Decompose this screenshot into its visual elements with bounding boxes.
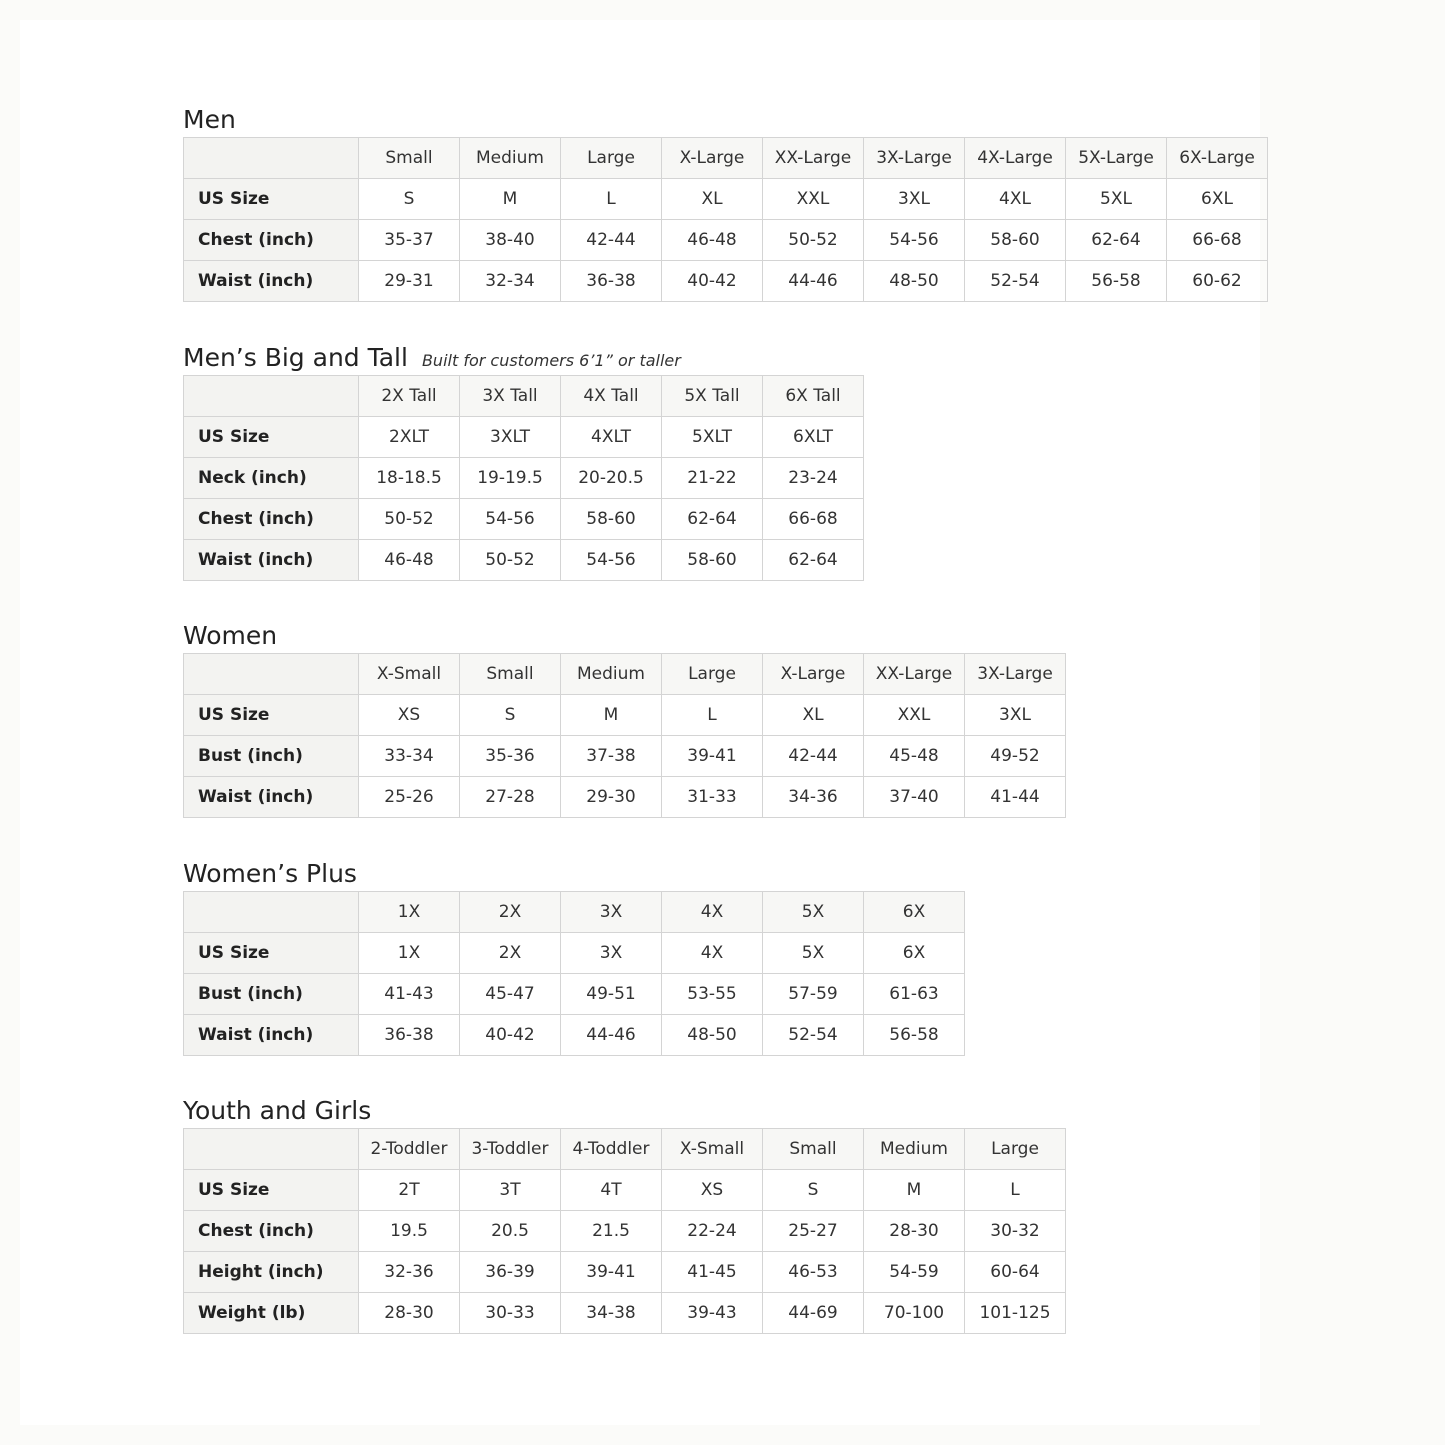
table-cell: 2T — [359, 1170, 460, 1211]
table-row — [184, 1252, 1066, 1293]
table-row — [184, 499, 864, 540]
row-label: Waist (inch) — [184, 1015, 359, 1056]
table-corner-cell — [184, 138, 359, 179]
row-label: Chest (inch) — [184, 220, 359, 261]
table-cell: 4X — [662, 933, 763, 974]
table-cell: 21-22 — [662, 458, 763, 499]
section-title — [183, 103, 1268, 137]
table-cell: 49-52 — [965, 736, 1066, 777]
table-cell: XXL — [763, 179, 864, 220]
table-cell: 29-30 — [561, 777, 662, 818]
row-label: US Size — [184, 179, 359, 220]
section-title — [183, 857, 965, 891]
column-header: Large — [662, 654, 763, 695]
men-section — [183, 103, 1268, 302]
row-label: Waist (inch) — [184, 777, 359, 818]
table-cell: 54-59 — [864, 1252, 965, 1293]
table-cell: 48-50 — [864, 261, 965, 302]
section-title — [183, 1094, 1066, 1128]
table-cell: 50-52 — [460, 540, 561, 581]
table-cell: 41-43 — [359, 974, 460, 1015]
table-row — [184, 417, 864, 458]
youth-and-girls-section — [183, 1094, 1066, 1334]
table-cell: 39-43 — [662, 1293, 763, 1334]
table-cell: XXL — [864, 695, 965, 736]
table-cell: 58-60 — [561, 499, 662, 540]
table-cell: 52-54 — [965, 261, 1066, 302]
column-header: 2X — [460, 892, 561, 933]
table-cell: 21.5 — [561, 1211, 662, 1252]
column-header: XX-Large — [763, 138, 864, 179]
column-header: 6X — [864, 892, 965, 933]
row-label: Height (inch) — [184, 1252, 359, 1293]
table-cell: M — [864, 1170, 965, 1211]
table-cell: 56-58 — [864, 1015, 965, 1056]
table-cell: 3XL — [965, 695, 1066, 736]
column-header: 3X-Large — [965, 654, 1066, 695]
column-header: 3X Tall — [460, 376, 561, 417]
table-cell: 28-30 — [359, 1293, 460, 1334]
table-cell: 50-52 — [359, 499, 460, 540]
table-corner-cell — [184, 1129, 359, 1170]
table-row — [184, 933, 965, 974]
table-cell: 42-44 — [561, 220, 662, 261]
column-header: X-Large — [763, 654, 864, 695]
women-size-table — [183, 653, 1066, 818]
table-cell: 36-39 — [460, 1252, 561, 1293]
column-header: Medium — [460, 138, 561, 179]
table-cell: 40-42 — [460, 1015, 561, 1056]
table-cell: 35-37 — [359, 220, 460, 261]
table-cell: 25-27 — [763, 1211, 864, 1252]
table-cell: 19.5 — [359, 1211, 460, 1252]
table-cell: 57-59 — [763, 974, 864, 1015]
table-cell: M — [460, 179, 561, 220]
column-header: Medium — [561, 654, 662, 695]
table-corner-cell — [184, 376, 359, 417]
table-cell: 18-18.5 — [359, 458, 460, 499]
row-label: Chest (inch) — [184, 1211, 359, 1252]
table-cell: 38-40 — [460, 220, 561, 261]
table-cell: 32-34 — [460, 261, 561, 302]
table-cell: 44-69 — [763, 1293, 864, 1334]
table-cell: 54-56 — [460, 499, 561, 540]
table-cell: 56-58 — [1066, 261, 1167, 302]
column-header: Small — [460, 654, 561, 695]
table-cell: 61-63 — [864, 974, 965, 1015]
table-cell: S — [359, 179, 460, 220]
table-row — [184, 540, 864, 581]
table-row — [184, 1015, 965, 1056]
table-cell: XL — [763, 695, 864, 736]
table-cell: 46-48 — [359, 540, 460, 581]
table-cell: M — [561, 695, 662, 736]
column-header: X-Small — [662, 1129, 763, 1170]
table-cell: 62-64 — [662, 499, 763, 540]
table-cell: 30-33 — [460, 1293, 561, 1334]
column-header: 4X Tall — [561, 376, 662, 417]
table-header-row — [184, 1129, 1066, 1170]
table-cell: 39-41 — [561, 1252, 662, 1293]
table-cell: 60-62 — [1167, 261, 1268, 302]
row-label: US Size — [184, 695, 359, 736]
row-label: Waist (inch) — [184, 540, 359, 581]
table-cell: 44-46 — [561, 1015, 662, 1056]
table-corner-cell — [184, 654, 359, 695]
table-corner-cell — [184, 892, 359, 933]
table-cell: 34-36 — [763, 777, 864, 818]
table-cell: 34-38 — [561, 1293, 662, 1334]
table-cell: 5X — [763, 933, 864, 974]
column-header: 5X-Large — [1066, 138, 1167, 179]
column-header: XX-Large — [864, 654, 965, 695]
table-cell: 70-100 — [864, 1293, 965, 1334]
column-header: 2-Toddler — [359, 1129, 460, 1170]
table-cell: 32-36 — [359, 1252, 460, 1293]
table-row — [184, 777, 1066, 818]
table-cell: 35-36 — [460, 736, 561, 777]
table-cell: L — [662, 695, 763, 736]
womens-plus-size-table — [183, 891, 965, 1056]
table-cell: 5XL — [1066, 179, 1167, 220]
table-cell: 46-48 — [662, 220, 763, 261]
youth-and-girls-size-table — [183, 1128, 1066, 1334]
column-header: 3X — [561, 892, 662, 933]
table-cell: 3X — [561, 933, 662, 974]
table-row — [184, 695, 1066, 736]
table-cell: 62-64 — [763, 540, 864, 581]
table-row — [184, 220, 1268, 261]
table-row — [184, 974, 965, 1015]
table-cell: 30-32 — [965, 1211, 1066, 1252]
table-cell: 45-47 — [460, 974, 561, 1015]
table-cell: 54-56 — [561, 540, 662, 581]
section-title-text: Men’s Big and Tall — [183, 343, 408, 372]
table-cell: 37-40 — [864, 777, 965, 818]
table-cell: 53-55 — [662, 974, 763, 1015]
table-header-row — [184, 654, 1066, 695]
section-title-text: Women — [183, 621, 278, 650]
table-cell: 39-41 — [662, 736, 763, 777]
table-cell: 45-48 — [864, 736, 965, 777]
table-cell: L — [965, 1170, 1066, 1211]
table-cell: 3XLT — [460, 417, 561, 458]
table-row — [184, 179, 1268, 220]
table-cell: L — [561, 179, 662, 220]
table-cell: 20.5 — [460, 1211, 561, 1252]
column-header: 5X — [763, 892, 864, 933]
table-cell: 6X — [864, 933, 965, 974]
column-header: 4X — [662, 892, 763, 933]
table-cell: 33-34 — [359, 736, 460, 777]
column-header: Large — [561, 138, 662, 179]
column-header: 3-Toddler — [460, 1129, 561, 1170]
row-label: Weight (lb) — [184, 1293, 359, 1334]
table-cell: 27-28 — [460, 777, 561, 818]
table-cell: 42-44 — [763, 736, 864, 777]
table-cell: XS — [662, 1170, 763, 1211]
table-cell: 62-64 — [1066, 220, 1167, 261]
section-title — [183, 341, 864, 375]
column-header: 3X-Large — [864, 138, 965, 179]
row-label: Waist (inch) — [184, 261, 359, 302]
table-cell: 52-54 — [763, 1015, 864, 1056]
table-cell: 58-60 — [662, 540, 763, 581]
column-header: X-Small — [359, 654, 460, 695]
table-header-row — [184, 892, 965, 933]
section-note: Built for customers 6’1” or taller — [421, 351, 681, 370]
table-cell: XL — [662, 179, 763, 220]
table-cell: S — [460, 695, 561, 736]
column-header: 6X-Large — [1167, 138, 1268, 179]
table-cell: 101-125 — [965, 1293, 1066, 1334]
table-cell: 66-68 — [1167, 220, 1268, 261]
column-header: 2X Tall — [359, 376, 460, 417]
table-cell: 20-20.5 — [561, 458, 662, 499]
womens-plus-section — [183, 857, 965, 1056]
section-title-text: Youth and Girls — [183, 1096, 372, 1125]
table-cell: 4T — [561, 1170, 662, 1211]
table-cell: 4XLT — [561, 417, 662, 458]
table-cell: 25-26 — [359, 777, 460, 818]
women-section — [183, 619, 1066, 818]
table-cell: 37-38 — [561, 736, 662, 777]
table-cell: 19-19.5 — [460, 458, 561, 499]
row-label: US Size — [184, 933, 359, 974]
table-cell: 58-60 — [965, 220, 1066, 261]
section-title-text: Women’s Plus — [183, 859, 357, 888]
column-header: 4X-Large — [965, 138, 1066, 179]
column-header: Large — [965, 1129, 1066, 1170]
column-header: Small — [763, 1129, 864, 1170]
table-row — [184, 1293, 1066, 1334]
table-cell: 36-38 — [359, 1015, 460, 1056]
table-cell: 2X — [460, 933, 561, 974]
column-header: 4-Toddler — [561, 1129, 662, 1170]
table-cell: 46-53 — [763, 1252, 864, 1293]
column-header: Small — [359, 138, 460, 179]
table-row — [184, 1211, 1066, 1252]
row-label: Neck (inch) — [184, 458, 359, 499]
table-cell: 6XLT — [763, 417, 864, 458]
table-cell: 22-24 — [662, 1211, 763, 1252]
section-title-text: Men — [183, 105, 236, 134]
table-cell: 54-56 — [864, 220, 965, 261]
table-cell: S — [763, 1170, 864, 1211]
column-header: X-Large — [662, 138, 763, 179]
column-header: 5X Tall — [662, 376, 763, 417]
column-header: Medium — [864, 1129, 965, 1170]
table-row — [184, 261, 1268, 302]
table-cell: 6XL — [1167, 179, 1268, 220]
table-cell: 60-64 — [965, 1252, 1066, 1293]
table-cell: 31-33 — [662, 777, 763, 818]
table-row — [184, 736, 1066, 777]
table-cell: 41-44 — [965, 777, 1066, 818]
table-header-row — [184, 138, 1268, 179]
table-cell: 41-45 — [662, 1252, 763, 1293]
row-label: US Size — [184, 1170, 359, 1211]
table-cell: 5XLT — [662, 417, 763, 458]
table-cell: 3XL — [864, 179, 965, 220]
mens-big-and-tall-section — [183, 341, 864, 581]
table-cell: 23-24 — [763, 458, 864, 499]
table-cell: 44-46 — [763, 261, 864, 302]
table-cell: 49-51 — [561, 974, 662, 1015]
table-row — [184, 458, 864, 499]
table-header-row — [184, 376, 864, 417]
table-cell: 40-42 — [662, 261, 763, 302]
table-cell: 36-38 — [561, 261, 662, 302]
table-cell: 1X — [359, 933, 460, 974]
table-cell: 4XL — [965, 179, 1066, 220]
row-label: Chest (inch) — [184, 499, 359, 540]
column-header: 1X — [359, 892, 460, 933]
section-title — [183, 619, 1066, 653]
row-label: Bust (inch) — [184, 736, 359, 777]
table-cell: 66-68 — [763, 499, 864, 540]
table-cell: 28-30 — [864, 1211, 965, 1252]
table-cell: 29-31 — [359, 261, 460, 302]
table-cell: 2XLT — [359, 417, 460, 458]
column-header: 6X Tall — [763, 376, 864, 417]
table-cell: 50-52 — [763, 220, 864, 261]
table-cell: 48-50 — [662, 1015, 763, 1056]
table-cell: XS — [359, 695, 460, 736]
table-row — [184, 1170, 1066, 1211]
men-size-table — [183, 137, 1268, 302]
mens-big-and-tall-size-table — [183, 375, 864, 581]
table-cell: 3T — [460, 1170, 561, 1211]
row-label: US Size — [184, 417, 359, 458]
row-label: Bust (inch) — [184, 974, 359, 1015]
